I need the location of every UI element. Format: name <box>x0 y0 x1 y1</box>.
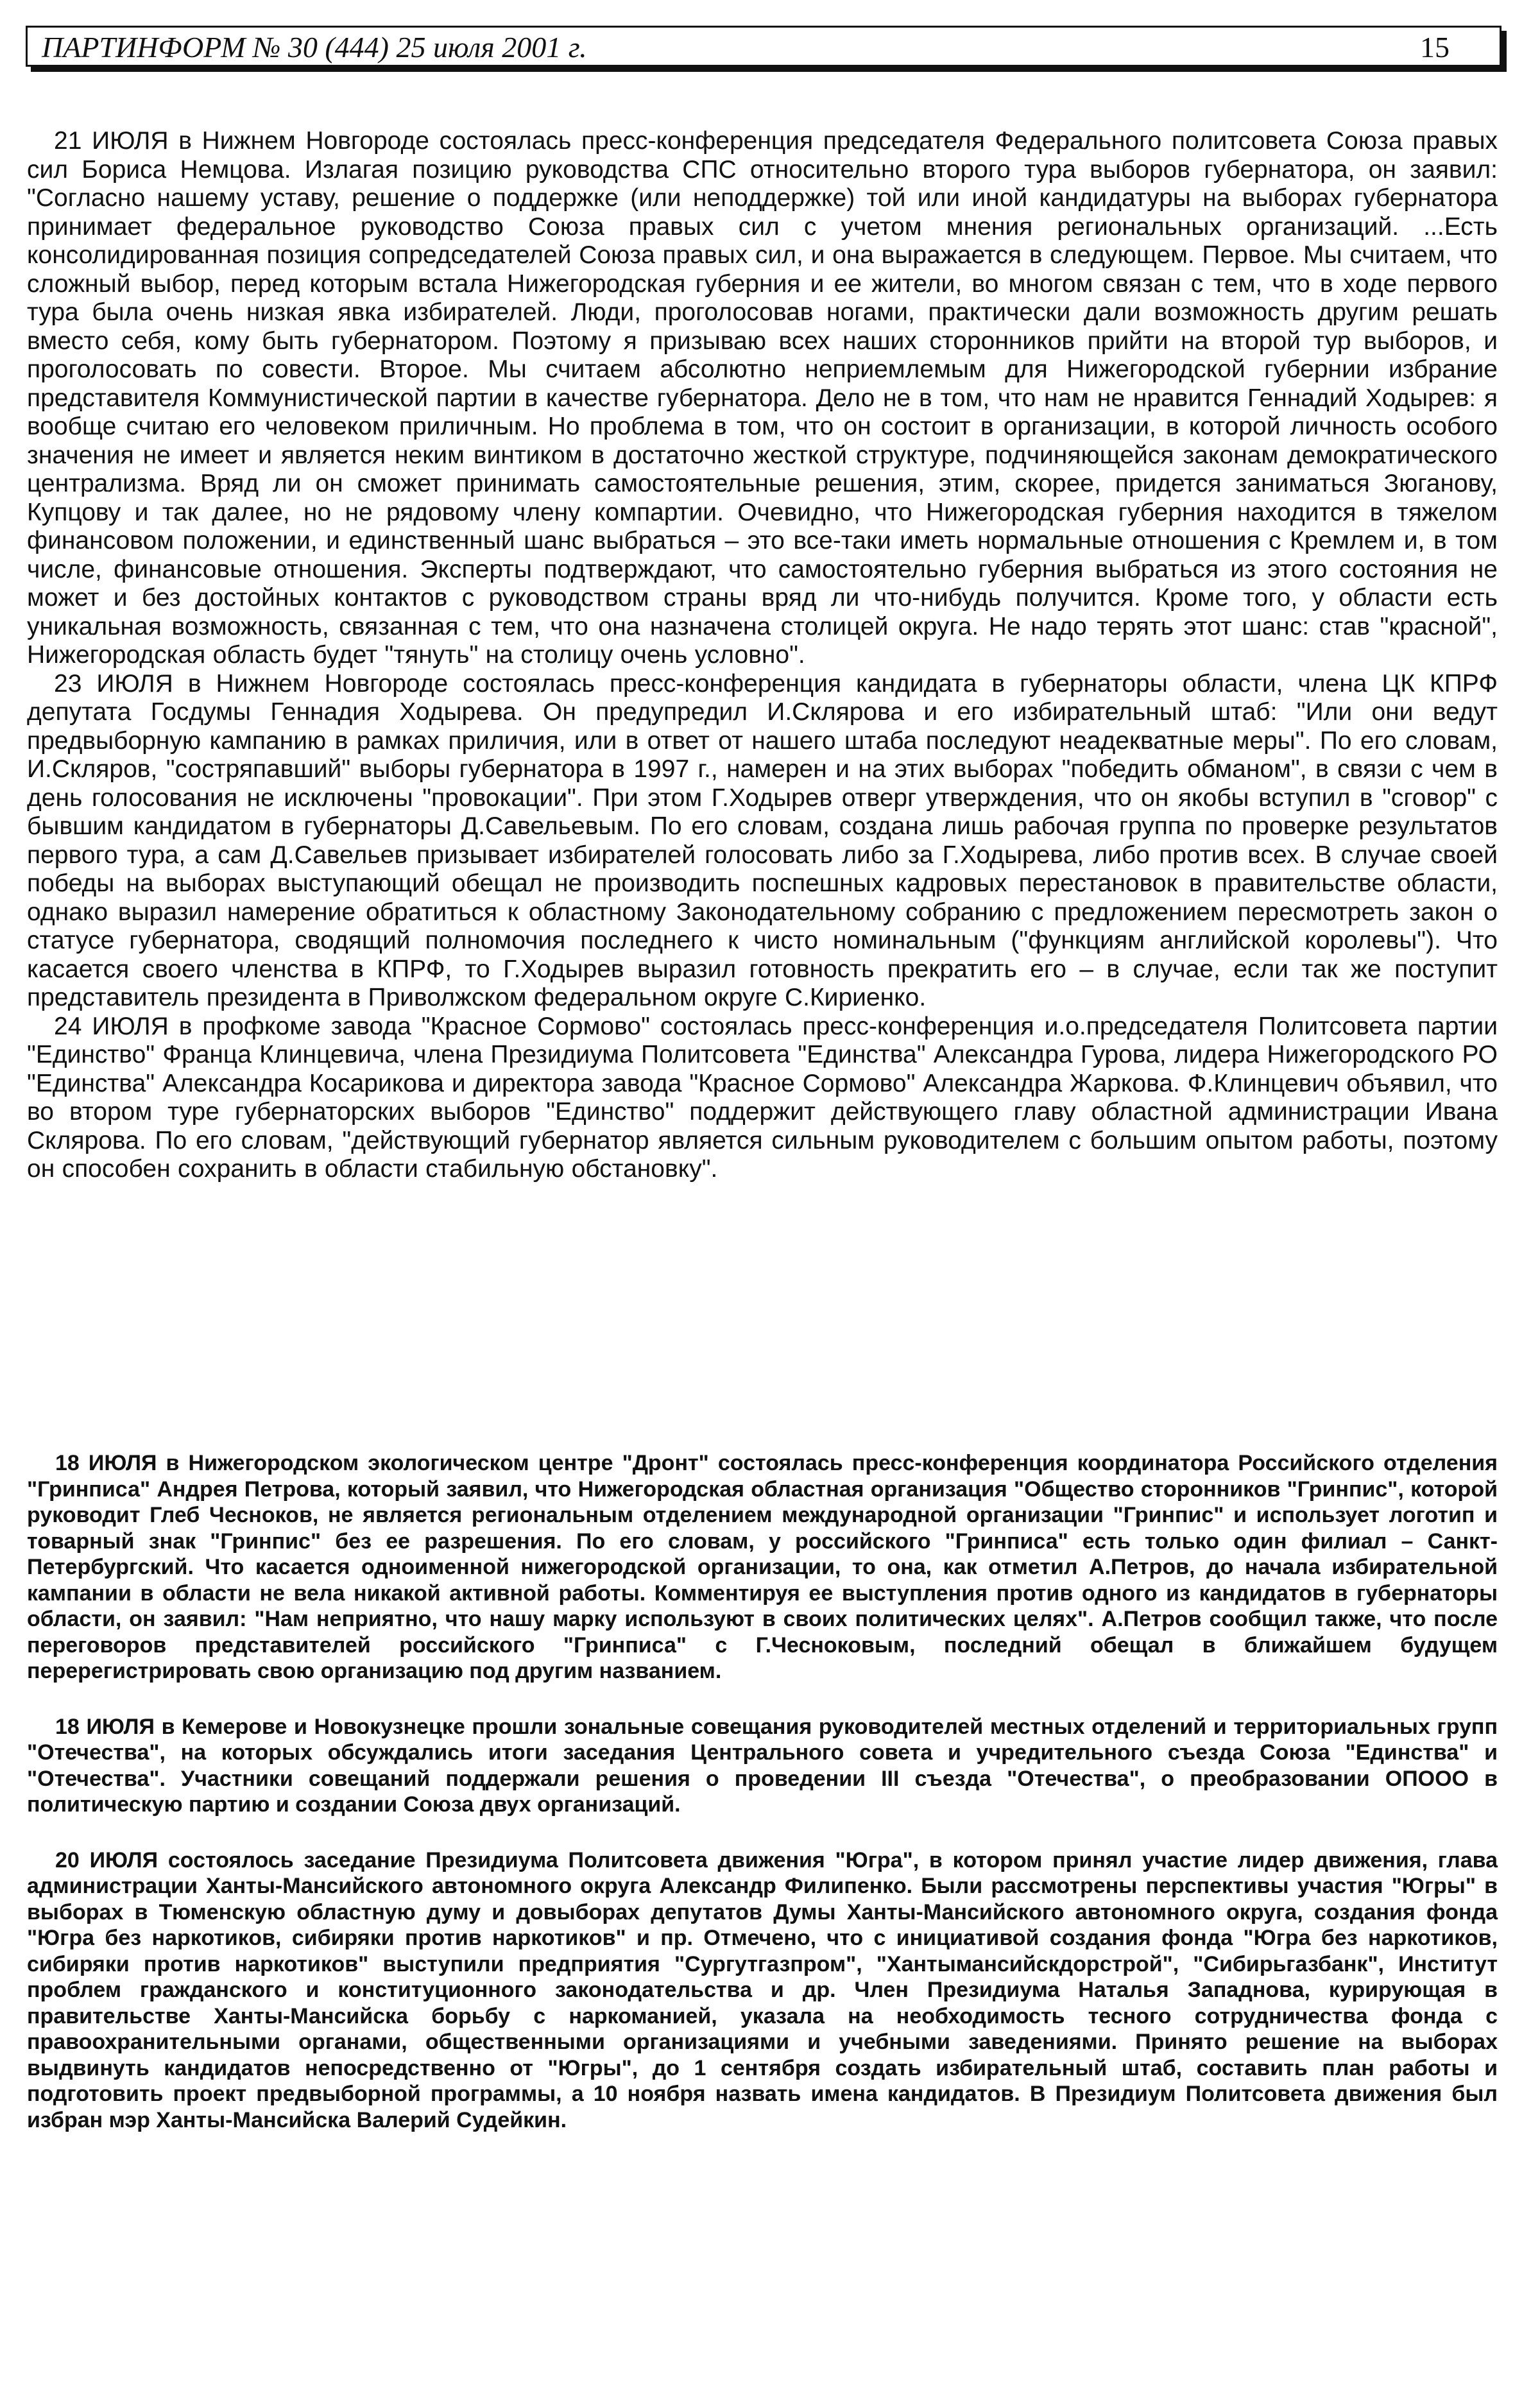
bulletin-item: 18 ИЮЛЯ в Нижегородском экологическом центре "Дронт" состоялась пресс-конференция координатора Российского отделения "Гринписа" Андрея Петрова, который заявил, что Нижегородская областная организация "Общество сторонников "Гринпис", которой руководит Глеб Чесноков, не является региональным отделением международной организации "Гринпис" и использует логотип и товарный знак "Гринпис" без ее разрешения. По его словам, у российского "Гринписа" есть только один филиал – Санкт-Петербургский. Что касается одноименной нижегородской организации, то она, как отметил А.Петров, до начала избирательной кампании в области не вела никакой активной работы. Комментируя ее выступления против одного из кандидатов в губернаторы области, он заявил: "Нам неприятно, что нашу марку используют в своих политических целях". А.Петров сообщил также, что после переговоров представителей российского "Гринписа" с Г.Чесноковым, последний обещал в ближайшем будущем перерегистрировать свою организацию под другим названием. <box>27 1451 1498 1683</box>
article-paragraph: 23 ИЮЛЯ в Нижнем Новгороде состоялась пресс-конференция кандидата в губернаторы области, члена ЦК КПРФ депутата Госдумы Геннадия Ходырева. Он предупредил И.Склярова и его избирательный штаб: "Или они ведут предвыборную кампанию в рамках приличия, или в ответ от нашего штаба последуют неадекватные меры". По его словам, И.Скляров, "состряпавший" выборы губернатора в 1997 г., намерен и на этих выборах "победить обманом", в связи с чем в день голосования не исключены "провокации". При этом Г.Ходырев отверг утверждения, что он якобы вступил в "сговор" с бывшим кандидатом в губернаторы Д.Савельевым. По его словам, создана лишь рабочая группа по проверке результатов первого тура, а сам Д.Савельев призывает избирателей голосовать либо за Г.Ходырева, либо против всех. В случае своей победы на выборах выступающий обещал не производить поспешных кадровых перестановок в правительстве области, однако выразил намерение обратиться к областному Законодательному собранию с предложением пересмотреть закон о статусе губернатора, сводящий полномочия последнего к чисто номинальным ("функциям английской королевы"). Что касается своего членства в КПРФ, то Г.Ходырев выразил готовность прекратить его – в случае, если так же поступит представитель президента в Приволжском федеральном округе С.Кириенко. <box>27 669 1498 1011</box>
page-header <box>26 26 1502 67</box>
article-body <box>27 127 1498 1184</box>
news-bulletins <box>27 1450 1498 2163</box>
page-number: 15 <box>1420 31 1450 64</box>
bulletin-item: 20 ИЮЛЯ состоялось заседание Президиума Политсовета движения "Югра", в котором принял участие лидер движения, глава администрации Ханты-Мансийского автономного округа Александр Филипенко. Были рассмотрены перспективы участия "Югры" в выборах в Тюменскую областную думу и довыборах депутатов Думы Ханты-Мансийского автономного округа, создания фонда "Югра без наркотиков, сибиряки против наркотиков" и пр. Отмечено, что с инициативой создания фонда "Югра без наркотиков, сибиряки против наркотиков" выступили предприятия "Сургутгазпром", "Хантымансийскдорстрой", "Сибирьгазбанк", Институт проблем гражданского и конституционного законодательства и др. Член Президиума Наталья Западнова, курирующая в правительстве Ханты-Мансийска борьбу с наркоманией, указала на необходимость тесного сотрудничества фонда с правоохранительными органами, общественными организациями и учебными заведениями. Принято решение на выборах выдвинуть кандидатов непосредственно от "Югры", до 1 сентября создать избирательный штаб, составить план работы и подготовить проект предвыборной программы, а 10 ноября назвать имена кандидатов. В Президиум Политсовета движения был избран мэр Ханты-Мансийска Валерий Судейкин. <box>27 1847 1498 2132</box>
publication-title: ПАРТИНФОРМ № 30 (444) 25 июля 2001 г. <box>42 31 587 64</box>
bulletin-item: 18 ИЮЛЯ в Кемерове и Новокузнецке прошли зональные совещания руководителей местных отделений и территориальных групп "Отечества", на которых обсуждались итоги заседания Центрального совета и учредительного съезда Союза "Единства" и "Отечества". Участники совещаний поддержали решения о проведении III съезда "Отечества", о преобразовании ОПООО в политическую партию и создании Союза двух организаций. <box>27 1714 1498 1817</box>
article-paragraph: 21 ИЮЛЯ в Нижнем Новгороде состоялась пресс-конференция председателя Федерального политсовета Союза правых сил Бориса Немцова. Излагая позицию руководства СПС относительно второго тура выборов губернатора, он заявил: "Согласно нашему уставу, решение о поддержке (или неподдержке) той или иной кандидатуры на выборах губернатора принимает федеральное руководство Союза правых сил с учетом мнения региональных организаций. ...Есть консолидированная позиция сопредседателей Союза правых сил, и она выражается в следующем. Первое. Мы считаем, что сложный выбор, перед которым встала Нижегородская губерния и ее жители, во многом связан с тем, что в ходе первого тура была очень низкая явка избирателей. Люди, проголосовав ногами, практически дали возможность другим решать вместо себя, кому быть губернатором. Поэтому я призываю всех наших сторонников прийти на второй тур выборов, и проголосовать по совести. Второе. Мы считаем абсолютно неприемлемым для Нижегородской губернии избрание представителя Коммунистической партии в качестве губернатора. Дело не в том, что нам не нравится Геннадий Ходырев: я вообще считаю его человеком приличным. Но проблема в том, что он состоит в организации, в которой личность особого значения не имеет и является неким винтиком в достаточно жесткой структуре, подчиняющейся законам демократического централизма. Вряд ли он сможет принимать самостоятельные решения, этим, скорее, придется заниматься Зюганову, Купцову и так далее, но не рядовому члену компартии. Очевидно, что Нижегородская губерния находится в тяжелом финансовом положении, и единственный шанс выбраться – это все-таки иметь нормальные отношения с Кремлем и, в том числе, финансовые отношения. Эксперты подтверждают, что самостоятельно губерния выбраться из этого состояния не может и без достойных контактов с руководством страны вряд ли что-нибудь получится. Кроме того, у области есть уникальная возможность, связанная с тем, что она назначена столицей округа. Не надо терять этот шанс: став "красной", Нижегородская область будет "тянуть" на столицу очень условно". <box>27 127 1498 669</box>
article-paragraph: 24 ИЮЛЯ в профкоме завода "Красное Сормово" состоялась пресс-конференция и.о.председателя Политсовета партии "Единство" Франца Клинцевича, члена Президиума Политсовета "Единства" Александра Гурова, лидера Нижегородского РО "Единства" Александра Косарикова и директора завода "Красное Сормово" Александра Жаркова. Ф.Клинцевич объявил, что во втором туре губернаторских выборов "Единство" поддержит действующего главу областной администрации Ивана Склярова. По его словам, "действующий губернатор является сильным руководителем с большим опытом работы, поэтому он способен сохранить в области стабильную обстановку". <box>27 1012 1498 1183</box>
